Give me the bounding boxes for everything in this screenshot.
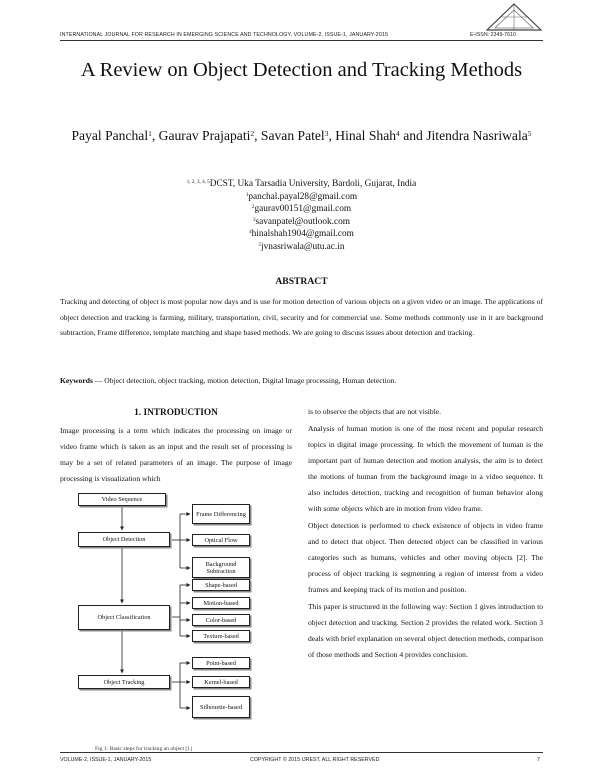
email-5: jvnasriwala@utu.ac.in: [261, 241, 345, 252]
author-5: Jitendra Nasriwala: [426, 128, 528, 143]
author-5-sup: 5: [527, 128, 532, 138]
box-object-tracking: Object Tracking: [78, 675, 170, 689]
email-3: savanpatel@outlook.com: [255, 216, 351, 227]
email-2-sup: 2: [251, 204, 255, 211]
paper-title: A Review on Object Detection and Tracking Methods: [80, 59, 523, 81]
email-1-sup: 1: [245, 191, 249, 198]
issn: E-ISSN: 2349-7610: [470, 32, 516, 38]
abstract-text: Tracking and detecting of object is most popular now days and is use for motion detection of various objects on a given video or an image. The applications of object detection and tracking is farming, military, transportation, civil, security and for commercial use. Some methods commonly use in it are background subtraction, Frame difference, template matching and shape based methods. We are going to discuss issues about detection and tracking.: [60, 297, 543, 338]
email-4-sup: 4: [249, 229, 252, 236]
footer-volume: VOLUME-2, ISSUE-1, JANUARY-2015: [60, 757, 152, 763]
box-frame-differencing: Frame Differencing: [192, 504, 250, 524]
box-texture-based: Texture-based: [192, 630, 250, 642]
email-4: hinalshah1904@gmail.com: [251, 229, 354, 239]
journal-header: INTERNATIONAL JOURNAL FOR RESEARCH IN EMERGING SCIENCE AND TECHNOLOGY, VOLUME-2, ISSUE-1, JANUARY-2015: [60, 32, 388, 38]
box-point-based: Point-based: [192, 657, 250, 669]
intro-left-paragraph: Image processing is a term which indicates the processing on image or video frame which is taken as an input and the result set of processing is may be a set of related parameters of an image. The purpose of image processing is visualization which: [60, 426, 292, 483]
box-color-based: Color-based: [192, 614, 250, 626]
author-and: and: [403, 128, 423, 143]
intro-right-paragraph-1: is to observe the objects that are not visible.: [308, 407, 442, 416]
figure-1-caption: Fig 1: Basic steps for tracking an object [1]: [95, 746, 192, 752]
keywords-label: Keywords: [60, 376, 93, 385]
author-4-sup: 4: [396, 128, 400, 138]
keywords: [60, 376, 543, 385]
author-1-sup: 1: [148, 128, 152, 138]
email-3-sup: 3: [252, 216, 256, 223]
email-2: gaurav00151@gmail.com: [254, 204, 352, 214]
affiliation-text: DCST, Uka Tarsadia University, Bardoli, Gujarat, India: [209, 179, 417, 189]
affiliation-sup: 1, 2, 3, 4, 5: [186, 179, 210, 186]
box-background-subtraction: Background Subtraction: [192, 557, 250, 578]
author-3: Savan Patel: [260, 128, 325, 143]
affiliation-block: [60, 178, 543, 253]
box-silhouette-based: Silhouette-based: [192, 696, 250, 718]
section-heading-introduction: 1. INTRODUCTION: [134, 408, 218, 418]
author-list: Payal Panchal$^1$, Gaurav Prajapati$^2$, Savan Patel$^3$, Hinal Shah$^4$ and Jitendra Nasriwala$^5$: [71, 128, 532, 143]
footer-copyright: COPYRIGHT © 2015 IJREST, ALL RIGHT RESERVED: [250, 757, 380, 763]
keywords-text: — Object detection, object tracking, motion detection, Digital Image processing, Human detection.: [92, 376, 397, 385]
email-1: panchal.payal28@gmail.com: [248, 191, 358, 202]
box-object-detection: Object Detection: [78, 532, 170, 547]
intro-left-column: [60, 423, 292, 487]
author-3-sup: 3: [324, 128, 329, 138]
box-shape-based: Shape-based: [192, 579, 250, 591]
box-video-sequence: Video Sequence: [78, 493, 166, 506]
intro-right-column: [308, 404, 543, 663]
box-kernel-based: Kernel-based: [192, 676, 250, 688]
abstract-heading: ABSTRACT: [275, 276, 328, 287]
intro-right-paragraph-2: Analysis of human motion is one of the most recent and popular research topics in digital image processing. In which the movement of human is the important part of human detection and motion analysis, the aim is to detect the motions of human from the background image in a video sequence. It also includes detection, tracking and recognition of human behavior along with some objects which are in motion from video frame.: [308, 424, 543, 513]
box-object-classification: Object Classification: [78, 605, 170, 630]
author-2: Gaurav Prajapati: [158, 128, 251, 143]
box-optical-flow: Optical Flow: [192, 534, 250, 546]
figure-1-diagram: [70, 486, 280, 744]
author-1: Payal Panchal: [71, 128, 149, 143]
email-5-sup: 5: [258, 241, 262, 248]
page-number: 7: [537, 757, 540, 763]
author-2-sup: 2: [250, 128, 255, 138]
footer-rule: [60, 752, 543, 753]
box-motion-based: Motion-based: [192, 597, 250, 609]
intro-right-paragraph-4: This paper is structured in the following way: Section 1 gives introduction to object detection and tracking. Section 2 provides the related work. Section 3 deals with brief explanation on several object detection methods, comparison of those methods and Section 4 provides conclusion.: [308, 602, 543, 659]
author-4: Hinal Shah: [335, 128, 397, 143]
intro-right-paragraph-3: Object detection is performed to check existence of objects in video frame and to detect that object. Then detected object can be classified in various categories such as humans, vehicles and other moving objects [2]. The process of object tracking is segmenting a region of interest from a video frames and keeping track of its motion and position.: [308, 521, 543, 594]
header-rule: [60, 40, 543, 41]
